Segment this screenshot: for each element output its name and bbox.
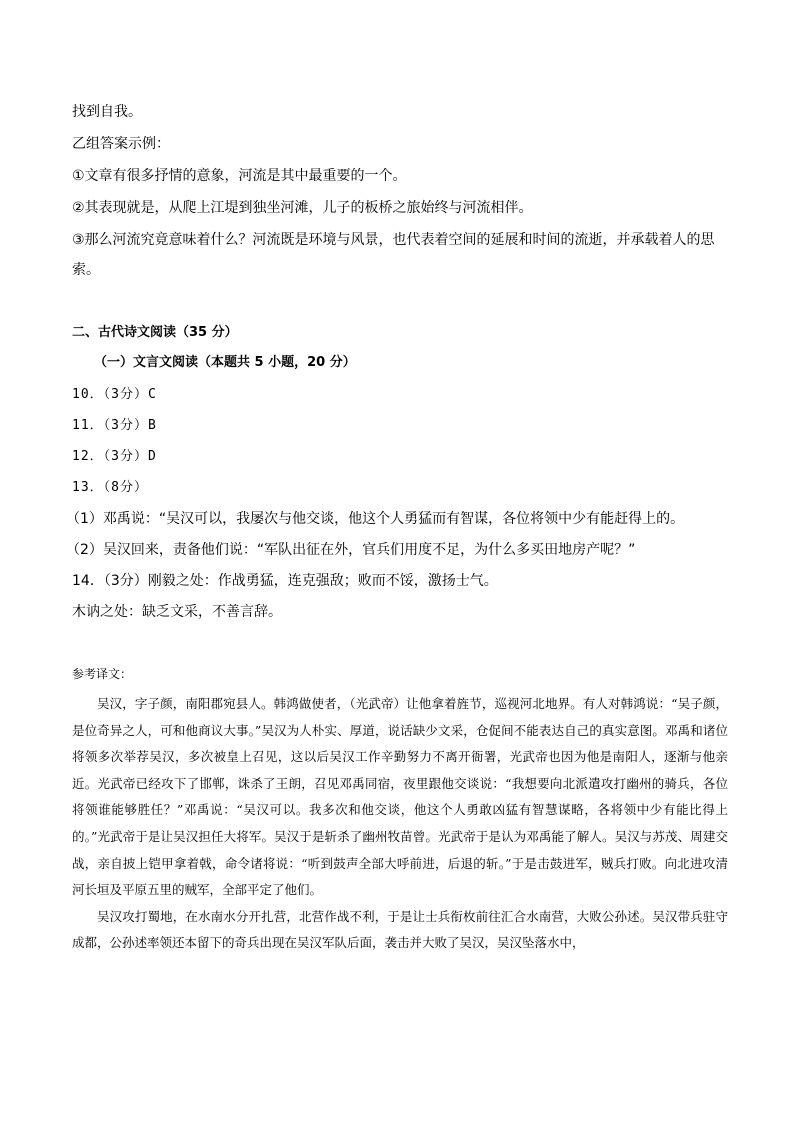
answer-q14: 14．（3分）刚毅之处：作战勇猛，连克强敌；败而不馁，激扬士气。 (72, 573, 498, 589)
answer-example-item: ②其表现就是，从爬上江堤到独坐河滩，儿子的板桥之旅始终与河流相伴。 (72, 200, 533, 216)
translation-label: 参考译文： (72, 667, 133, 681)
answer-q13-part2: （2）吴汉回来，责备他们说：“军队出征在外，官兵们用度不足，为什么多买田地房产呢？” (66, 542, 636, 558)
answer-example-item: ③那么河流究竟意味着什么？河流既是环境与风景，也代表着空间的延展和时间的流逝，并承载着人的思 (72, 232, 715, 248)
answer-q13-part1: （1）邓禹说：“吴汉可以，我屡次与他交谈，他这个人勇猛而有智谋，各位将领中少有能赶得上的。 (66, 511, 685, 527)
answer-q12: 12．（3分）D (72, 449, 157, 464)
answer-example-item: ①文章有很多抒情的意象，河流是其中最重要的一个。 (72, 168, 407, 184)
translation-paragraph-2: 吴汉攻打蜀地，在水南水分开扎营，北营作战不利，于是让士兵衔枚前往汇合水南营，大败公孙述。吴汉带兵驻守成都，公孙述率领还本留下的奇兵出现在吴汉军队后面，袭击并大败了吴汉，吴汉坠落水中， (72, 908, 728, 951)
answer-example-heading: 乙组答案示例： (72, 136, 170, 152)
answer-example-item-cont: 索。 (72, 262, 100, 278)
section-heading: 二、古代诗文阅读（35 分） (72, 325, 238, 340)
answer-q11: 11．（3分）B (72, 418, 157, 433)
answer-q10: 10．（3分）C (72, 387, 157, 402)
translation-paragraph-1: 吴汉，字子颜，南阳郡宛县人。韩鸿做使者，（光武帝）让他拿着旌节，巡视河北地界。有人对韩鸿说：“吴子颜，是位奇异之人，可和他商议大事。”吴汉为人朴实、厚道，说话缺少文采，仓促间不能表达自己的真实意图。邓禹和诸位将领多次举荐吴汉，多次被皇上召见，这以后吴汉工作辛勤努力不离开衙署，光武帝也因为他是南阳人，逐渐与他亲近。光武帝已经攻下了邯郸，诛杀了王朗，召见邓禹同宿，夜里跟他交谈说：“我想要向北派遣攻打幽州的骑兵，各位将领谁能够胜任？”邓禹说：“吴汉可以。我多次和他交谈，他这个人勇敢凶猛有智慧谋略，各将领中少有能比得上的。”光武帝于是让吴汉担任大将军。吴汉于是斩杀了幽州牧苗曾。光武帝于是认为邓禹能了解人。吴汉与苏茂、周建交战，亲自披上铠甲拿着戟，命令诸将说：“听到鼓声全部大呼前进，后退的斩。”于是击鼓进军，贼兵打败。向北进攻清河长垣及平原五里的贼军，全部平定了他们。 (72, 696, 728, 898)
translation-text (72, 691, 728, 957)
answer-q13: 13．（8分） (72, 480, 148, 495)
answer-q14-part2: 木讷之处：缺乏文采，不善言辞。 (72, 604, 282, 620)
section-subheading: （一）文言文阅读（本题共 5 小题，20 分） (94, 355, 356, 370)
answer-text-line: 找到自我。 (72, 104, 142, 120)
